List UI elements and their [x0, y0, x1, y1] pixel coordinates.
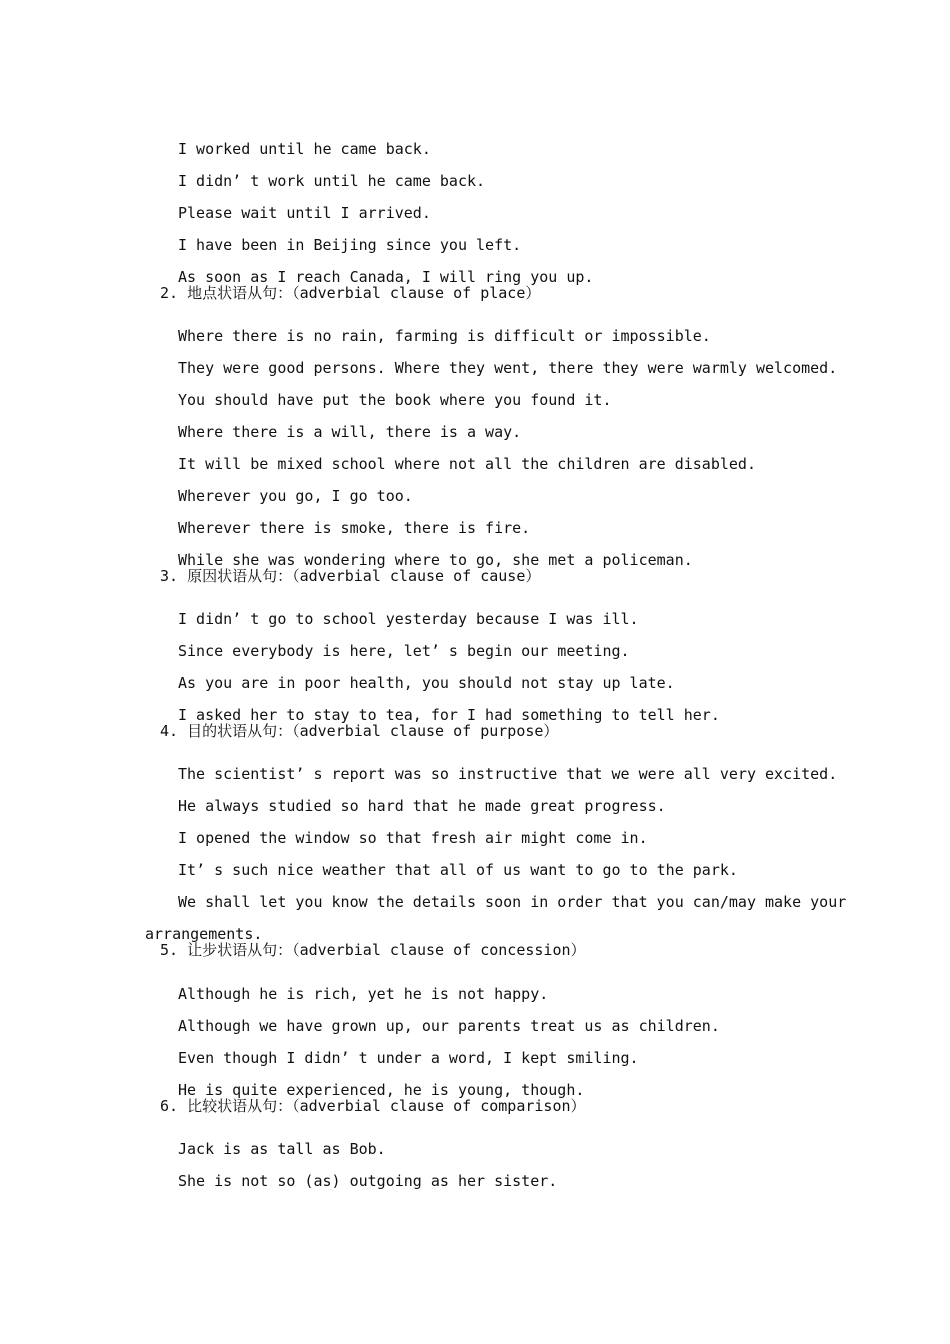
example-sentence: You should have put the book where you found it. [178, 391, 612, 409]
example-sentence: I worked until he came back. [178, 140, 431, 158]
example-sentence: I have been in Beijing since you left. [178, 236, 522, 254]
section-heading-cause: 3. 原因状语从句：（adverbial clause of cause） [160, 567, 541, 585]
section-heading-place: 2. 地点状语从句：（adverbial clause of place） [160, 284, 541, 302]
section-heading-purpose: 4. 目的状语从句：（adverbial clause of purpose） [160, 722, 559, 740]
example-sentence: Jack is as tall as Bob. [178, 1140, 386, 1158]
example-sentence: I didn’ t work until he came back. [178, 172, 486, 190]
section-heading-concession: 5. 让步状语从句：（adverbial clause of concession） [160, 941, 586, 959]
section-heading-comparison: 6. 比较状语从句：（adverbial clause of comparison） [160, 1097, 586, 1115]
example-sentence: While she was wondering where to go, she met a policeman. [178, 551, 693, 569]
example-sentence: Since everybody is here, let’ s begin our meeting. [178, 642, 630, 660]
example-sentence: I didn’ t go to school yesterday because I was ill. [178, 610, 639, 628]
example-sentence: They were good persons. Where they went, there they were warmly welcomed. [178, 359, 838, 377]
example-sentence: Wherever there is smoke, there is fire. [178, 519, 531, 537]
example-sentence: Where there is a will, there is a way. [178, 423, 522, 441]
example-sentence: Wherever you go, I go too. [178, 487, 413, 505]
example-sentence: As you are in poor health, you should not stay up late. [178, 674, 675, 692]
example-sentence: He is quite experienced, he is young, though. [178, 1081, 585, 1099]
example-sentence: The scientist’ s report was so instructive that we were all very excited. [178, 765, 838, 783]
example-sentence: It will be mixed school where not all the children are disabled. [178, 455, 756, 473]
example-sentence: I opened the window so that fresh air might come in. [178, 829, 648, 847]
example-sentence: He always studied so hard that he made great progress. [178, 797, 666, 815]
example-sentence: We shall let you know the details soon in order that you can/may make your [178, 893, 847, 911]
example-sentence: Although he is rich, yet he is not happy. [178, 985, 549, 1003]
example-sentence-continuation: arrangements. [145, 925, 263, 943]
example-sentence: I asked her to stay to tea, for I had something to tell her. [178, 706, 720, 724]
example-sentence: Please wait until I arrived. [178, 204, 431, 222]
example-sentence: She is not so (as) outgoing as her sister. [178, 1172, 558, 1190]
example-sentence: As soon as I reach Canada, I will ring you up. [178, 268, 594, 286]
example-sentence: Even though I didn’ t under a word, I kept smiling. [178, 1049, 639, 1067]
example-sentence: It’ s such nice weather that all of us want to go to the park. [178, 861, 738, 879]
example-sentence: Although we have grown up, our parents treat us as children. [178, 1017, 720, 1035]
example-sentence: Where there is no rain, farming is difficult or impossible. [178, 327, 711, 345]
